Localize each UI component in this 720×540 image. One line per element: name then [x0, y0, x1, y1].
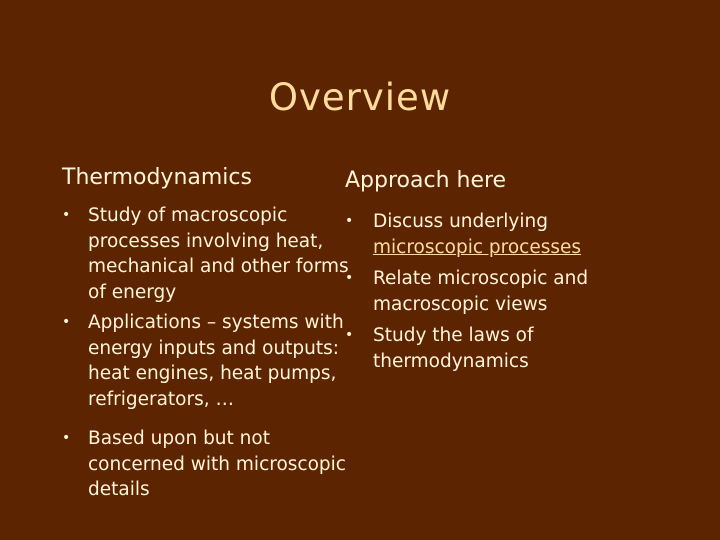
bullet-icon: • — [345, 270, 354, 286]
list-item — [62, 426, 362, 503]
slide-title: Overview — [268, 76, 452, 119]
bullet-text-prefix: Discuss underlying — [373, 211, 548, 232]
list-item — [62, 203, 362, 305]
left-bullet-list — [62, 203, 362, 503]
microscopic-processes-link[interactable]: microscopic processes — [373, 236, 582, 258]
bullet-icon: • — [345, 213, 354, 229]
bullet-text: Applications – systems with energy inputs and outputs: heat engines, heat pumps, refrigerators, … — [88, 312, 344, 410]
bullet-icon: • — [345, 327, 354, 343]
right-column-heading: Approach here — [345, 168, 507, 193]
bullet-text: Study the laws of thermodynamics — [373, 325, 534, 372]
right-column — [345, 164, 645, 380]
list-item — [345, 323, 645, 374]
bullet-text: Study of macroscopic processes involving heat, mechanical and other forms of energy — [88, 205, 349, 303]
bullet-text: Relate microscopic and macroscopic views — [373, 268, 589, 315]
list-item — [345, 266, 645, 317]
list-item — [62, 310, 362, 412]
bullet-icon: • — [62, 314, 71, 330]
bullet-text — [373, 209, 645, 260]
list-item — [345, 209, 645, 260]
left-column-heading: Thermodynamics — [62, 165, 252, 190]
bullet-icon: • — [62, 207, 71, 223]
bullet-icon: • — [62, 430, 71, 446]
right-bullet-list — [345, 209, 645, 374]
bullet-text: Based upon but not concerned with microscopic details — [88, 428, 346, 500]
left-column — [62, 164, 362, 508]
